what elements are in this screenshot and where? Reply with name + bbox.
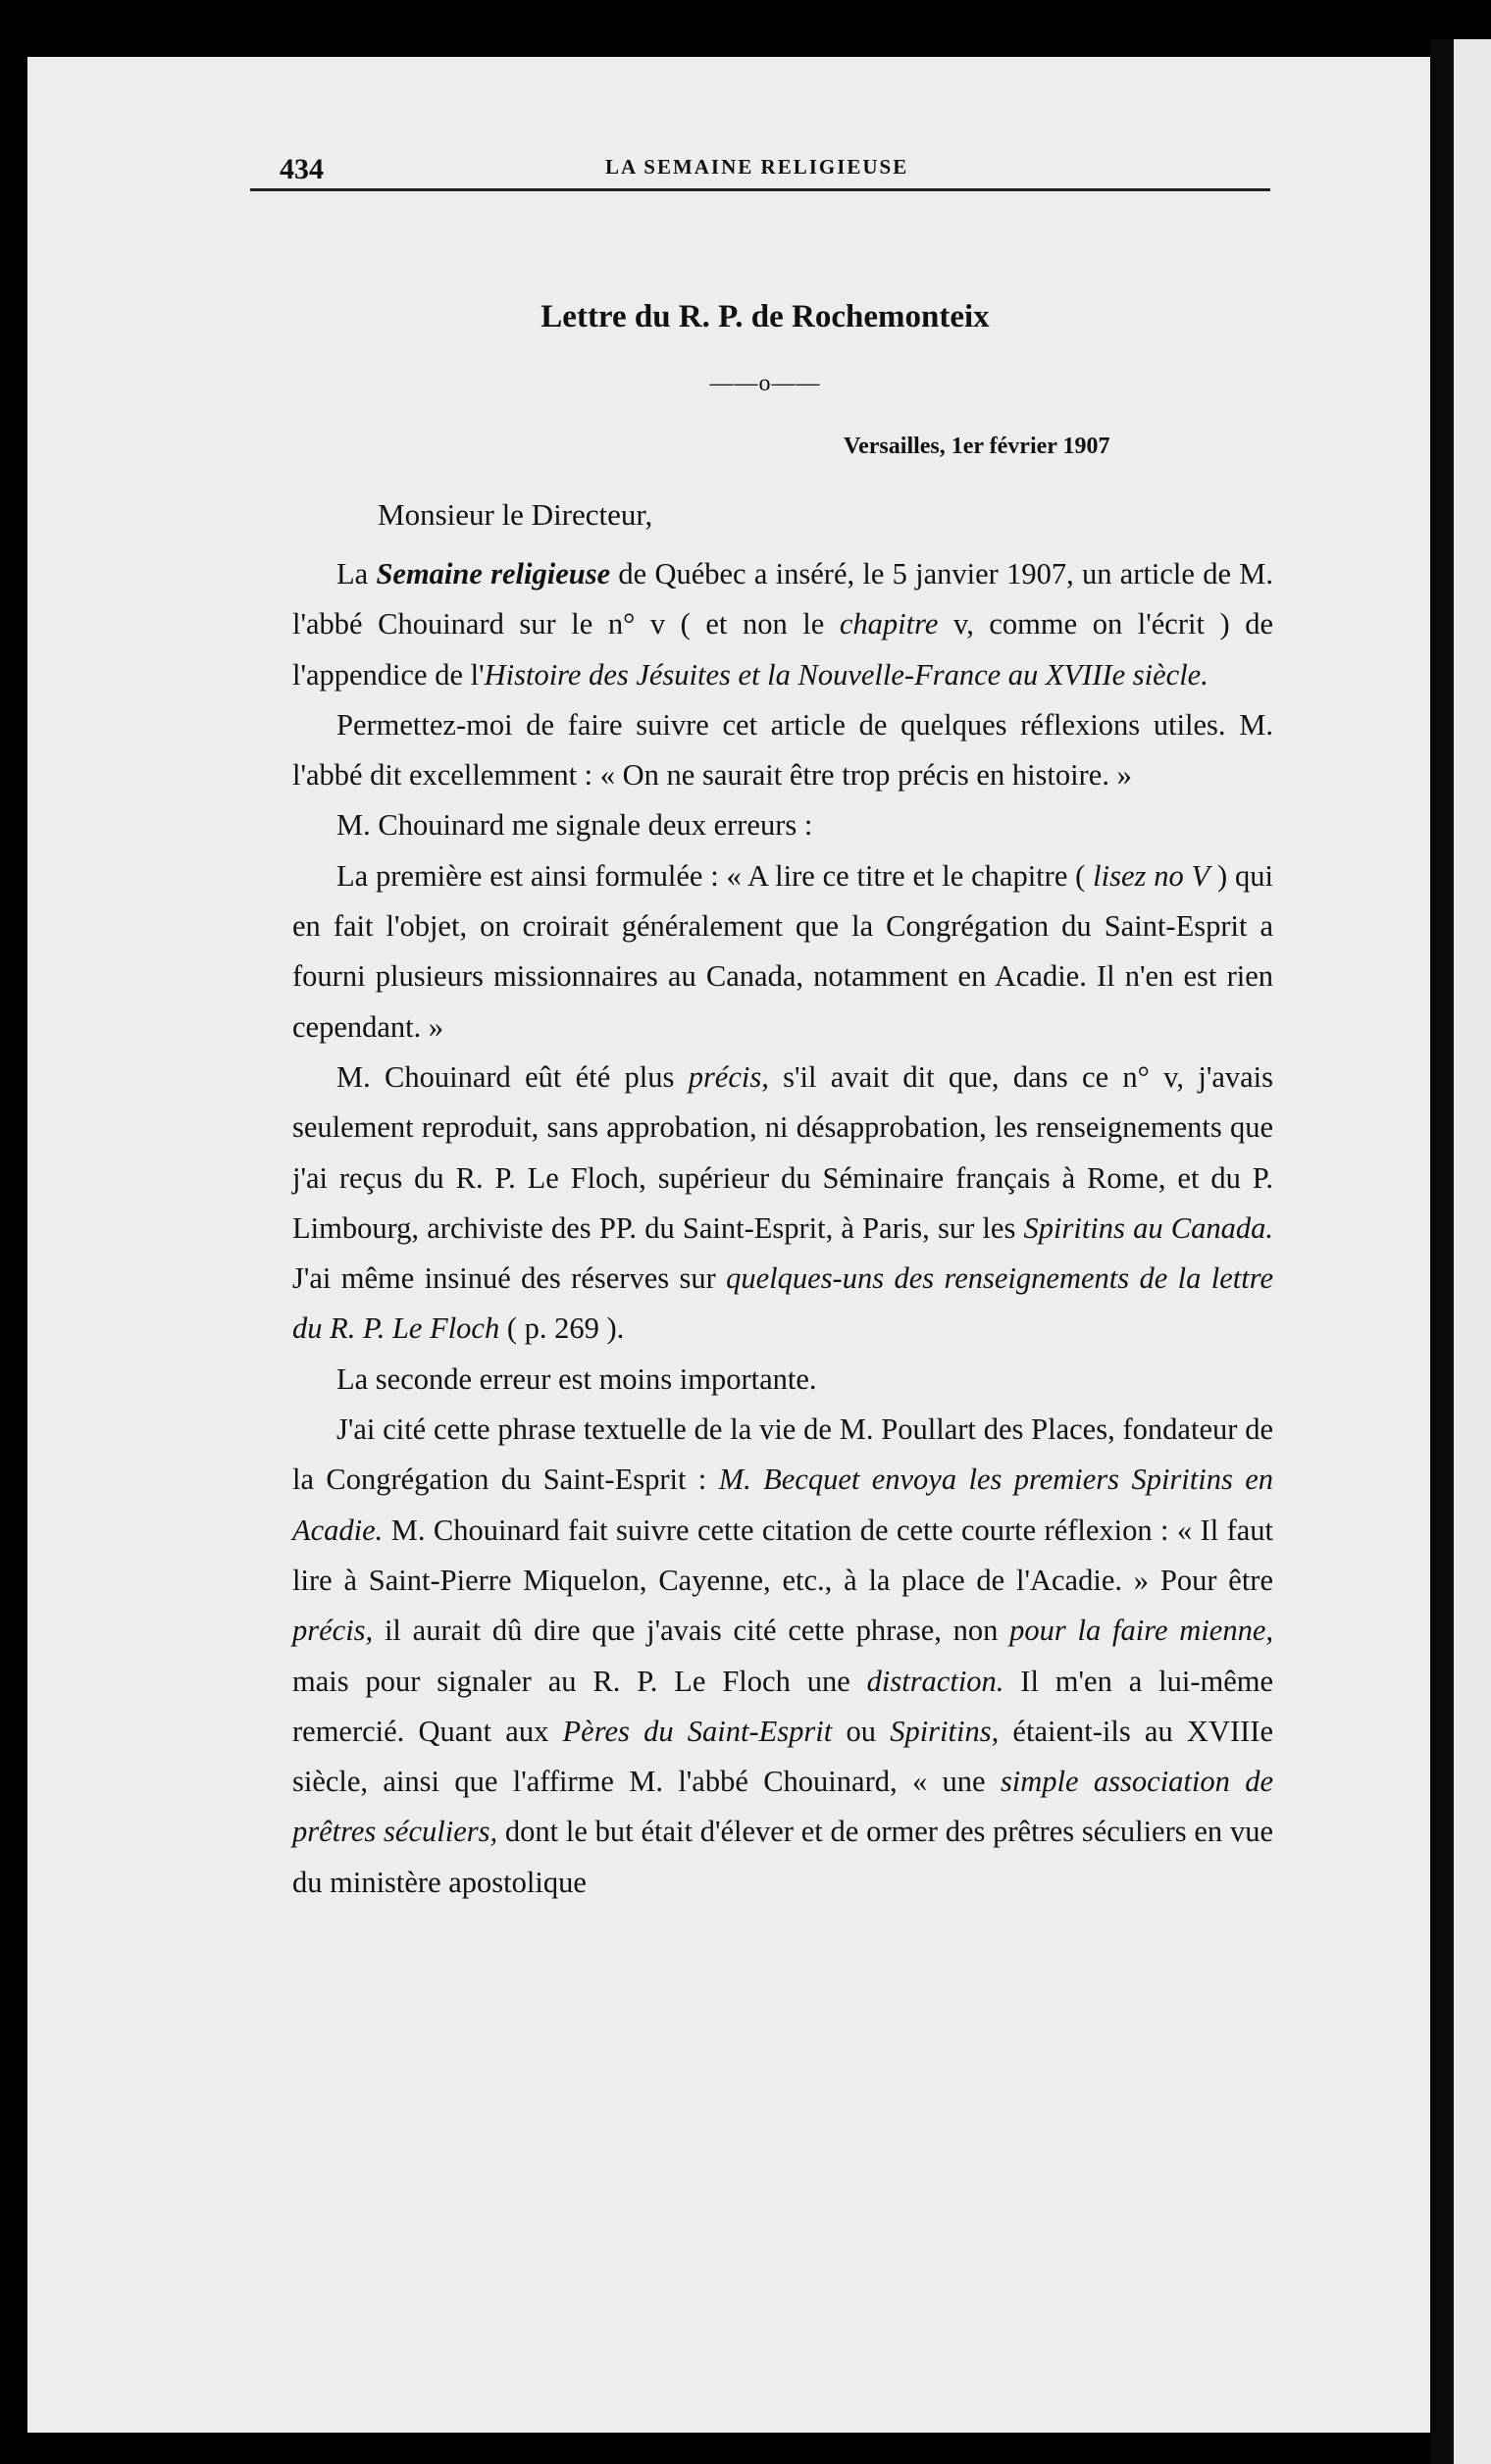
text-run: de Québec a inséré, le 5 janvier 1907, un article de M. l'abbé Chouinard sur le n° v ( et non le: [292, 557, 1274, 642]
running-title: LA SEMAINE RELIGIEUSE: [605, 155, 909, 179]
paragraph-3: M. Chouinard me signale deux erreurs :: [336, 808, 813, 843]
italic-run: chapitre: [839, 607, 939, 642]
paragraph-5: [292, 1052, 1273, 1355]
text-run: M. Chouinard eût été plus: [336, 1059, 689, 1094]
italic-run: précis,: [292, 1614, 374, 1648]
text-run: Il m'en a lui-même remercié. Quant aux: [292, 1664, 1273, 1748]
italic-run: pour la faire mienne,: [1009, 1614, 1273, 1648]
italic-run: Semaine religieuse: [376, 557, 611, 590]
text-run: v, comme on l'écrit ) de l'appendice de l': [292, 607, 1273, 692]
italic-run: Histoire des Jésuites et la Nouvelle-France au XVIIIe siècle.: [484, 657, 1208, 692]
text-run: dont le but était d'élever et de ormer des prêtres séculiers en vue du ministère apostolique: [292, 1815, 1273, 1899]
text-run: J'ai même insinué des réserves sur: [292, 1261, 727, 1296]
paragraph-6: La seconde erreur est moins importante.: [336, 1361, 817, 1396]
text-run: La: [336, 557, 377, 590]
text-run: mais pour signaler au R. P. Le Floch une: [292, 1664, 867, 1698]
page-header: [250, 149, 1270, 191]
italic-run: simple association de prêtres séculiers,: [292, 1765, 1273, 1849]
letter-dateline: Versailles, 1er février 1907: [844, 434, 1110, 459]
text-run: M. Chouinard fait suivre cette citation de cette courte réflexion : « Il faut lire à Saint-Pierre Miquelon, Cayenne, etc., à la place de l'Acadie. » Pour être: [292, 1513, 1273, 1597]
text-run: La première est ainsi formulée : « A lire ce titre et le chapitre (: [336, 858, 1094, 893]
text-run: étaient-ils au XVIIIe siècle, ainsi que l'affirme M. l'abbé Chouinard, « une: [292, 1714, 1273, 1799]
text-run: il aurait dû dire que j'avais cité cette phrase, non: [373, 1614, 1010, 1648]
paragraph-4: [292, 851, 1273, 1052]
italic-run: Spiritins,: [890, 1714, 1000, 1748]
letter-title: Lettre du R. P. de Rochemonteix: [540, 299, 990, 334]
italic-run: distraction.: [866, 1664, 1004, 1698]
italic-run: quelques-uns des renseignements de la lettre du R. P. Le Floch: [292, 1261, 1273, 1346]
text-run: ou: [832, 1714, 891, 1748]
paragraph-1: [292, 549, 1273, 700]
text-run: ) qui en fait l'objet, on croirait généralement que la Congrégation du Saint-Esprit a fourni plusieurs missionnaires au Canada, notamment en Acadie. Il n'en est rien cependant. »: [292, 858, 1273, 1044]
italic-run: M. Becquet envoya les premiers Spiritins en Acadie.: [292, 1463, 1274, 1547]
scan-edge-next-page: [1454, 39, 1491, 2464]
letter-body: [292, 549, 1273, 1908]
italic-run: précis,: [688, 1059, 769, 1094]
text-run: s'il avait dit que, dans ce n° v, j'avais seulement reproduit, sans approbation, ni désapprobation, les renseignements que j'ai reçus du R. P. Le Floch, supérieur du Séminaire français à Rome, et du P. Limbourg, archiviste des PP. du Saint-Esprit, à Paris, sur les: [292, 1059, 1273, 1245]
paragraph-7: [292, 1405, 1273, 1908]
page-number: 434: [280, 153, 324, 185]
title-separator: ——o——: [709, 371, 821, 396]
letter-salutation: Monsieur le Directeur,: [378, 497, 653, 532]
italic-run: Spiritins au Canada.: [1023, 1210, 1273, 1245]
paragraph-2: Permettez-moi de faire suivre cet article de quelques réflexions utiles. M. l'abbé dit excellemment : « On ne saurait être trop précis en histoire. »: [292, 707, 1273, 793]
italic-run: Pères du Saint-Esprit: [562, 1714, 833, 1748]
text-run: J'ai cité cette phrase textuelle de la vie de M. Poullart des Places, fondateur de la Congrégation du Saint-Esprit :: [292, 1412, 1273, 1497]
text-run: ( p. 269 ).: [499, 1311, 625, 1346]
italic-run: lisez no V: [1093, 858, 1210, 893]
